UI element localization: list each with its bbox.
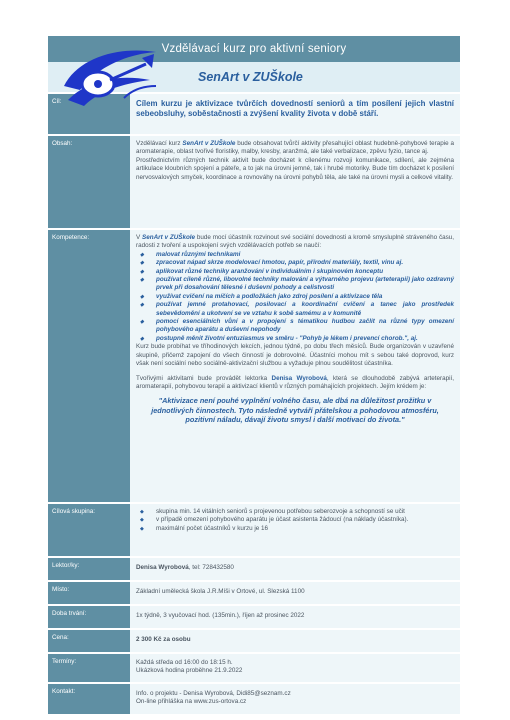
kontakt-content (130, 684, 460, 714)
section-misto (48, 580, 460, 604)
section-label: Termíny: (48, 654, 130, 682)
section-cena (48, 628, 460, 652)
list-item: ◆ malovat různými technikami (140, 251, 454, 259)
kurz-paragraph: Kurz bude probíhat ve tříhodinových lekcích, jednou týdně, po dobu třech měsíců. Bude organizován v uzavřené skupině, přičemž zapojení do všech činností je dobrovolné. Účastníci mohou mít s sebou také doprovod, kurz však není sociální nebo sociálně-aktivizační službou a vyžaduje plnou soudělitost účastníka. (136, 343, 454, 368)
list-item: ◆ zpracovat nápad skrze modelovací hmotou, papír, přírodní materiály, textil, vinu aj. (140, 259, 454, 267)
section-kompetence (48, 228, 460, 502)
kompetence-content (130, 230, 460, 502)
course-title: SenArt v ZUŠkole (198, 70, 303, 84)
terminy-content (130, 654, 460, 682)
obsah-content (130, 136, 460, 228)
motto-quote: "Aktivizace není pouhé vyplnění volného času, ale dbá na důležitost prožitku v jednotlivých činnostech. Tyto následně vytváří přátelskou a pohodovou atmosféru, pozitivní náladu, dávají životu smysl i další motivaci do života." (151, 396, 439, 425)
list-item: ◆ skupina min. 14 vitálních seniorů s projevenou potřebou seberozvoje a schopností se učit (140, 508, 454, 516)
kontakt-line-2: On-line přihláška na www.zus-ortova.cz (136, 698, 247, 706)
list-item: ◆ maximální počet účastníků v kurzu je 16 (140, 525, 454, 533)
header-title: Vzdělávací kurz pro aktivní seniory (161, 43, 347, 55)
list-item: ◆ pomocí esenciálních vůní a v propojení s tématikou hudbou začlít na různé typy omezení pohybového aparátu a duševní nepohody (140, 318, 454, 335)
section-label: Obsah: (48, 136, 130, 228)
cilova-list (136, 508, 454, 533)
section-label: Cena: (48, 630, 130, 652)
section-label: Místo: (48, 582, 130, 604)
section-label: Kontakt: (48, 684, 130, 714)
section-doba (48, 604, 460, 628)
section-label: Lektor/ky: (48, 558, 130, 580)
cena-text: 2 300 Kč za osobu (130, 630, 460, 652)
obsah-paragraph-2: Prostřednictvím různých technik aktivit bude docházet k cílenému rozvoji komunikace, sdílení, ale zejména artikulace kloubních spojení a páteře, a to jak na úrovni jemné, tak i hrubé motoriky. Bude tím docházet k posílení nervosvalových smyček, koordinace a rovnováhy na úrovni pohybů těla, ale také na úrovni mysli a celkové vitality. (136, 156, 454, 181)
section-label: Doba trvání: (48, 606, 130, 628)
section-kontakt (48, 682, 460, 714)
list-item: ◆ v případě omezení pohybového aparátu je účast asistenta žádoucí (na náklady účastníka). (140, 516, 454, 524)
course-flyer (48, 36, 460, 706)
doba-text: 1x týdně, 3 vyučovací hod. (135min.), říjen až prosinec 2022 (130, 606, 460, 628)
section-label: Cíl: (48, 94, 130, 134)
misto-text: Základní umělecká škola J.R.Míši v Ortové, ul. Slezská 1100 (130, 582, 460, 604)
list-item: ◆ aplikovat různé techniky aranžování v individuálním i skupinovém konceptu (140, 268, 454, 276)
section-cilova-skupina (48, 502, 460, 556)
music-logo-icon (58, 40, 162, 110)
obsah-paragraph-1: Vzdělávací kurz SenArt v ZUŠkole bude obsahovat tvůrčí aktivity přesahující oblast hudebně-pohybové terapie a aromaterapie, oblast tvořivé floristiky, malby, kresby, aranžmá, ale také verbalizace, zpěvu fyzio, tance aj. (136, 140, 454, 156)
list-item: ◆ využívat cvičení na míčích a podložkách jako zdroj posílení a aktivizace těla (140, 293, 454, 301)
cilova-content (130, 504, 460, 556)
kompetence-list (136, 251, 454, 343)
cil-text: Cílem kurzu je aktivizace tvůrčích dovedností seniorů a tím posílení jejich vlastní sebeobsluhy, soběstačnosti a zvýšení kvality života v době stáří. (130, 94, 460, 134)
lektor-paragraph: Tvořivými aktivitami bude provádět lektorka Denisa Wyrobová, která se dlouhodobě zabývá arteterapií, aromaterapií, pohybovou terapií a aktivizací klientů v různých pomáhajících projektech. Jejím krédem je: (136, 374, 454, 390)
lektor-content: Denisa Wyrobová, tel: 728432580 (130, 558, 460, 580)
section-lektor (48, 556, 460, 580)
section-label: Kompetence: (48, 230, 130, 502)
section-label: Cílová skupina: (48, 504, 130, 556)
terminy-line-2: Ukázková hodina proběhne 21.9.2022 (136, 667, 243, 675)
terminy-line-1: Každá středa od 16:00 do 18:15 h. (136, 659, 233, 666)
title-row (48, 62, 460, 92)
list-item: ◆ používat cíleně různé, libovolné techniky malování a výtvarného projevu (arteterapii) jako ozdravný prvek při dosahování tělesné i duševní pohody a celistvosti (140, 276, 454, 293)
section-obsah (48, 134, 460, 228)
list-item: ◆ postupně měnit životní entuziasmus ve směru - "Pohyb je lékem i prevencí chorob.", aj. (140, 335, 454, 343)
section-terminy (48, 652, 460, 682)
kompetence-intro: V SenArt v ZUŠkole bude mocí účastník rozvinout své sociální dovednosti a kromě smysluplně stráveného času, radosti z tvoření a uspokojení svých vzdělávacích potřeb se naučí: (136, 234, 455, 250)
list-item: ◆ používat jemné protahovací, posilovací a koordinační cvičení a tanec jako prostředek sebevědomění a ukotvení se ve vztahu k sobě samému a v komunitě (140, 301, 454, 318)
kontakt-line-1: Info. o projektu - Denisa Wyrobová, Didi85@seznam.cz (136, 690, 291, 697)
